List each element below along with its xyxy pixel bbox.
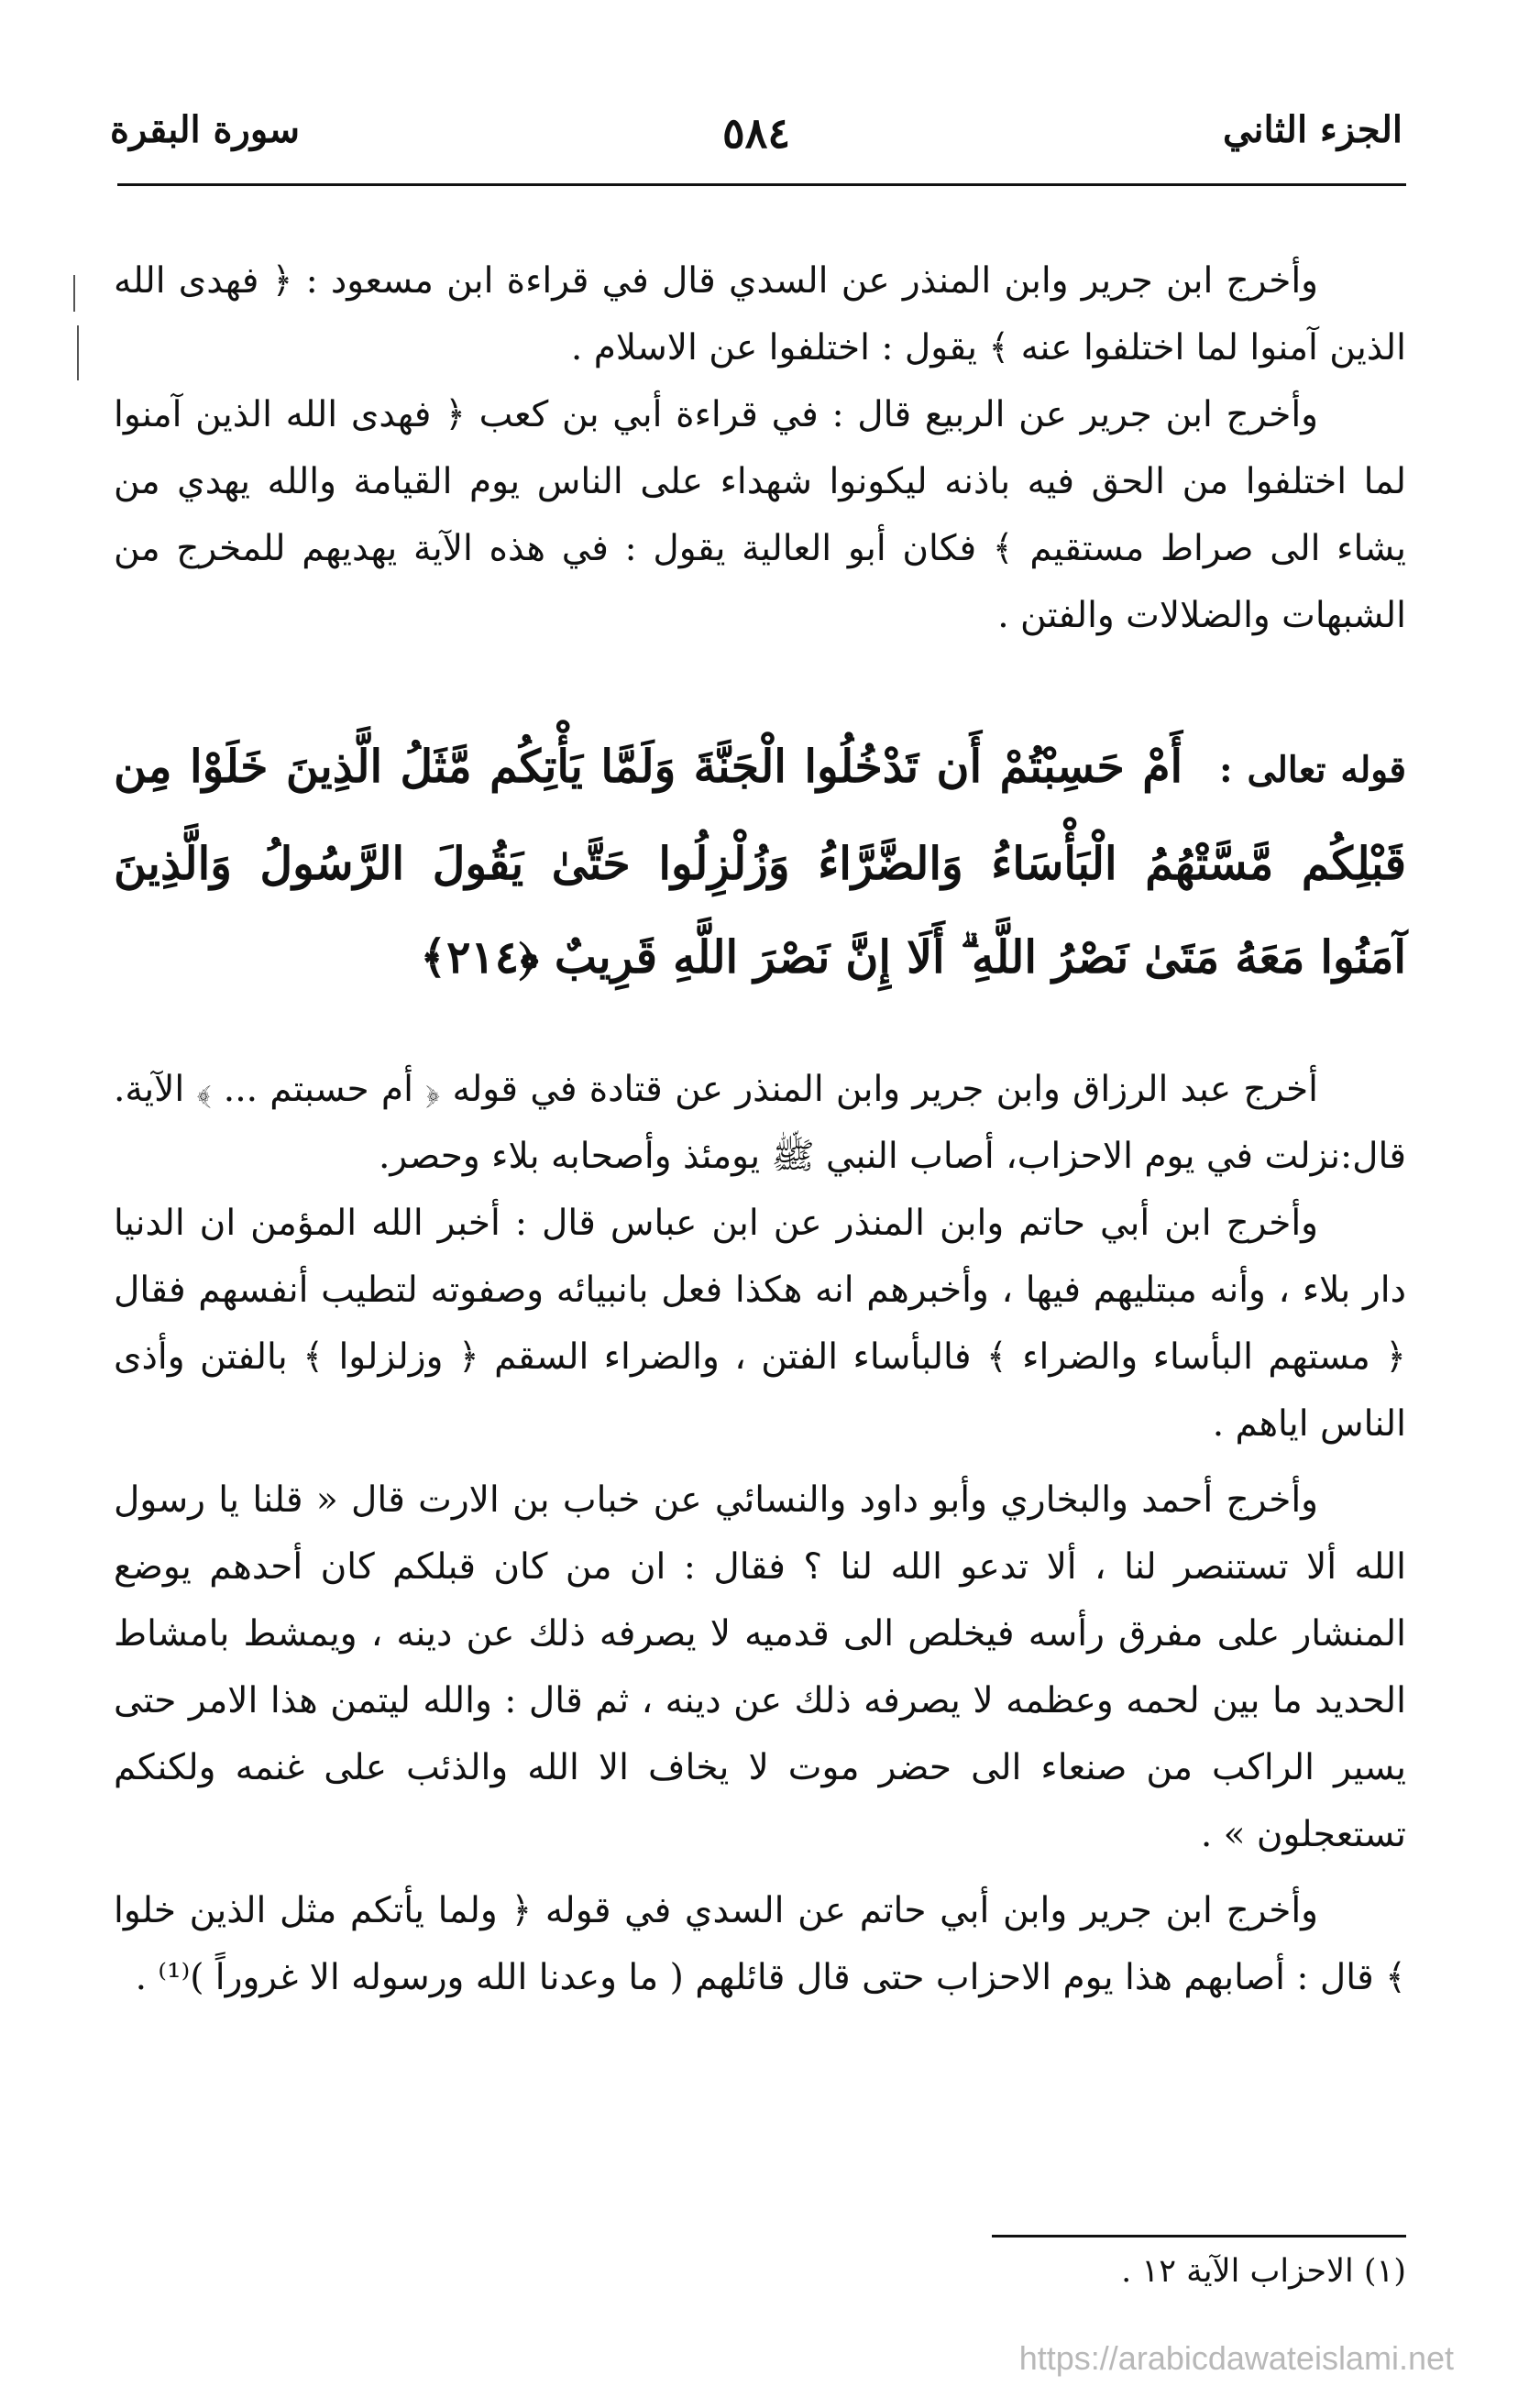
surah-title: سورة البقرة <box>110 108 301 151</box>
page-header <box>110 108 1402 163</box>
footnote-rule <box>992 2235 1406 2238</box>
paragraph-suddi: وأخرج ابن جرير وابن أبي حاتم عن السدي في قوله ﴿ ولما يأتكم مثل الذين خلوا ﴾ قال : أصابهم هذا يوم الاحزاب حتى قال قائلهم ( ما وعدنا الله ورسوله الا غروراً )⁽¹⁾ . <box>114 1890 1406 1998</box>
part-title: الجزء الثاني <box>1223 108 1402 151</box>
paragraph-khabbab: وأخرج أحمد والبخاري وأبو داود والنسائي عن خباب بن الارت قال « قلنا يا رسول الله ألا تستنصر لنا ، ألا تدعو الله لنا ؟ فقال : ان من كان قبلكم كان أحدهم يوضع المنشار على مفرق رأسه فيخلص الى قدميه لا يصرفه ذلك عن دينه ، ويمشط بامشاط الحديد ما بين لحمه وعظمه لا يصرفه ذلك عن دينه ، ثم قال : والله ليتمن هذا الامر حتى يسير الراكب من صنعاء الى حضر موت لا يخاف الا الله والذئب على غنمه ولكنكم تستعجلون » . <box>114 1479 1406 1855</box>
footnote: (١) الاحزاب الآية ١٢ . <box>1121 2253 1406 2290</box>
quran-verse <box>114 720 1406 1004</box>
verse-text: أَمْ حَسِبْتُمْ أَن تَدْخُلُوا الْجَنَّةَ وَلَمَّا يَأْتِكُم مَّثَلُ الَّذِينَ خَلَوْا مِن قَبْلِكُم مَّسَّتْهُمُ الْبَأْسَاءُ وَالضَّرَّاءُ وَزُلْزِلُوا حَتَّىٰ يَقُولَ الرَّسُولُ وَالَّذِينَ آمَنُوا مَعَهُ مَتَىٰ نَصْرُ اللَّهِ ۗ أَلَا إِنَّ نَصْرَ اللَّهِ قَرِيبٌ <box>114 740 1406 984</box>
paragraph-ibn-masud: وأخرج ابن جرير وابن المنذر عن السدي قال في قراءة ابن مسعود : ﴿ فهدى الله الذين آمنوا لما اختلفوا عنه ﴾ يقول : اختلفوا عن الاسلام . <box>114 260 1406 368</box>
verse-lead: قوله تعالى : <box>1219 749 1406 791</box>
paragraph-ibn-abbas: وأخرج ابن أبي حاتم وابن المنذر عن ابن عباس قال : أخبر الله المؤمن ان الدنيا دار بلاء ، وأنه مبتليهم فيها ، وأخبرهم انه هكذا فعل بانبيائه وصفوته لتطيب أنفسهم فقال ﴿ مستهم البأساء والضراء ﴾ فالبأساء الفتن ، والضراء السقم ﴿ وزلزلوا ﴾ بالفتن وأذى الناس اياهم . <box>114 1203 1406 1445</box>
scan-edge-marks <box>73 275 82 385</box>
verse-number: ﴿٢١٤﴾ <box>420 930 539 984</box>
bottom-commentary <box>114 1056 1406 2011</box>
watermark-url: https://arabicdawateislami.net <box>1018 2339 1454 2377</box>
paragraph-ubayy: وأخرج ابن جرير عن الربيع قال : في قراءة أبي بن كعب ﴿ فهدى الله الذين آمنوا لما اختلفوا من الحق فيه باذنه ليكونوا شهداء على الناس يوم القيامة والله يهدي من يشاء الى صراط مستقيم ﴾ فكان أبو العالية يقول : في هذه الآية يهديهم للمخرج من الشبهات والضلالات والفتن . <box>114 394 1406 636</box>
top-commentary <box>114 247 1406 649</box>
paragraph-qatada: أخرج عبد الرزاق وابن جرير وابن المنذر عن قتادة في قوله ﴿ أم حسبتم ... ﴾ الآية. قال:نزلت في يوم الاحزاب، أصاب النبي ﷺ يومئذ وأصحابه بلاء وحصر. <box>114 1069 1406 1177</box>
page-number: ٥٨٤ <box>721 108 791 158</box>
header-rule <box>117 183 1406 186</box>
